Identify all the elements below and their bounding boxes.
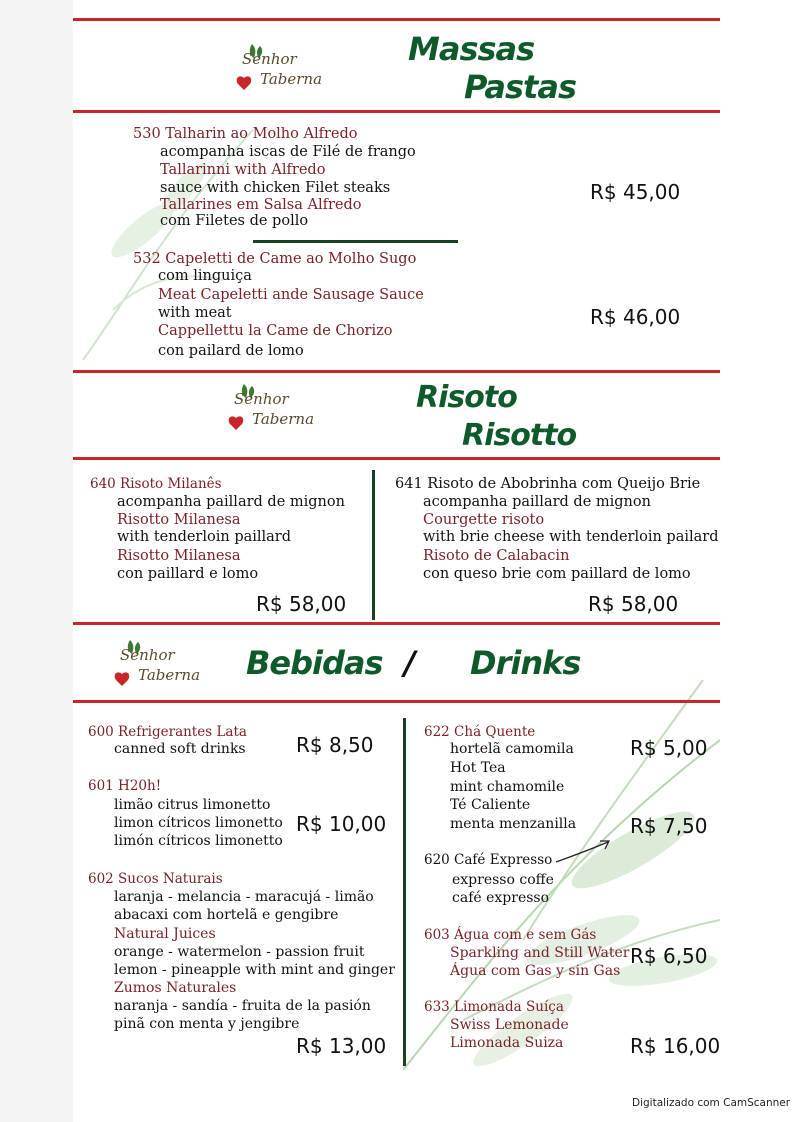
logo-line1: Senhor <box>234 390 289 408</box>
item-title: 641 Risoto de Abobrinha com Queijo Brie <box>395 476 701 492</box>
item-line: Cappellettu la Came de Chorizo <box>158 323 393 339</box>
item-line: menta menzanilla <box>450 816 577 832</box>
item-line: limón cítricos limonetto <box>114 833 283 849</box>
item-line: limon cítricos limonetto <box>114 815 283 831</box>
logo <box>108 636 203 696</box>
item-line: pinã con menta y jengibre <box>114 1016 300 1032</box>
item-title: 633 Limonada Suíça <box>424 999 564 1015</box>
item-line: acompanha paillard de mignon <box>423 494 651 510</box>
item-line: abacaxi com hortelã e gengibre <box>114 907 339 923</box>
item-line: orange - watermelon - passion fruit <box>114 944 365 960</box>
item-line: mint chamomile <box>450 779 565 795</box>
column-divider <box>372 470 375 620</box>
item-line: Natural Juices <box>114 926 216 942</box>
item-price: R$ 6,50 <box>630 944 708 968</box>
red-rule <box>73 370 720 373</box>
red-rule <box>73 110 720 113</box>
item-price: R$ 13,00 <box>296 1034 387 1058</box>
item-price: R$ 58,00 <box>588 592 679 616</box>
item-line: Sparkling and Still Water <box>450 945 630 961</box>
item-line: limão citrus limonetto <box>114 797 271 813</box>
item-price: R$ 10,00 <box>296 812 387 836</box>
item-line: acompanha iscas de Filé de frango <box>160 144 416 160</box>
item-line: Hot Tea <box>450 760 506 776</box>
item-line: con paillard e lomo <box>117 566 259 582</box>
item-title: 602 Sucos Naturais <box>88 871 223 887</box>
item-line: lemon - pineapple with mint and ginger <box>114 962 395 978</box>
red-rule <box>73 622 720 625</box>
item-line: Té Caliente <box>450 797 531 813</box>
logo-line1: Senhor <box>242 50 297 68</box>
item-line: with brie cheese with tenderloin pailard <box>423 529 719 545</box>
item-line: Swiss Lemonade <box>450 1017 569 1033</box>
section-title: Bebidas <box>246 644 383 682</box>
item-line: Meat Capeletti ande Sausage Sauce <box>158 287 424 303</box>
item-line: naranja - sandía - fruita de la pasión <box>114 998 371 1014</box>
section-subtitle: Pastas <box>464 68 576 106</box>
red-rule <box>73 457 720 460</box>
item-line: sauce with chicken Filet steaks <box>160 180 391 196</box>
left-margin-strip <box>0 0 73 1122</box>
item-price: R$ 58,00 <box>256 592 347 616</box>
item-line: con queso brie com paillard de lomo <box>423 566 691 582</box>
logo-line2: Taberna <box>138 666 201 684</box>
logo <box>230 40 325 100</box>
item-line: con pailard de lomo <box>158 343 304 359</box>
item-line: with tenderloin paillard <box>117 529 292 545</box>
item-line: Limonada Suiza <box>450 1035 564 1051</box>
logo-line2: Taberna <box>252 410 315 428</box>
item-line: acompanha paillard de mignon <box>117 494 345 510</box>
logo-line2: Taberna <box>260 70 323 88</box>
item-title: 640 Risoto Milanês <box>90 476 222 492</box>
green-divider <box>253 240 458 243</box>
title-separator: / <box>404 644 415 682</box>
item-price: R$ 7,50 <box>630 814 708 838</box>
item-title: 601 H20h! <box>88 778 162 794</box>
item-title: 530 Talharin ao Molho Alfredo <box>133 126 358 142</box>
item-price: R$ 5,00 <box>630 736 708 760</box>
item-line: with meat <box>158 305 232 321</box>
column-divider <box>403 718 406 1066</box>
item-line: com Filetes de pollo <box>160 213 309 229</box>
red-rule <box>73 18 720 21</box>
item-line: Courgette risoto <box>423 512 545 528</box>
section-title-en: Drinks <box>470 644 581 682</box>
item-title: 603 Água com e sem Gás <box>424 927 597 943</box>
item-line: hortelã camomila <box>450 741 574 757</box>
item-price: R$ 46,00 <box>590 305 681 329</box>
item-line: expresso coffe <box>452 872 554 888</box>
item-line: canned soft drinks <box>114 741 246 757</box>
item-line: café expresso <box>452 890 550 906</box>
item-title: 622 Chá Quente <box>424 724 536 740</box>
arrow-icon <box>554 838 614 866</box>
item-price: R$ 45,00 <box>590 180 681 204</box>
item-line: com linguiça <box>158 268 252 284</box>
logo <box>222 380 317 440</box>
logo-line1: Senhor <box>120 646 175 664</box>
item-line: Água com Gas y sin Gas <box>450 963 621 979</box>
item-title: 532 Capeletti de Came ao Molho Sugo <box>133 251 417 267</box>
item-line: Zumos Naturales <box>114 980 237 996</box>
item-line: Risoto de Calabacin <box>423 548 570 564</box>
section-subtitle: Risotto <box>462 418 577 453</box>
scanner-watermark: Digitalizado com CamScanner <box>632 1097 791 1109</box>
item-line: Risotto Milanesa <box>117 548 241 564</box>
item-price: R$ 16,00 <box>630 1034 721 1058</box>
item-line: laranja - melancia - maracujá - limão <box>114 889 374 905</box>
item-title: 620 Café Expresso <box>424 852 553 868</box>
section-title: Risoto <box>416 380 517 415</box>
item-price: R$ 8,50 <box>296 733 374 757</box>
section-title: Massas <box>408 30 535 68</box>
item-title: 600 Refrigerantes Lata <box>88 724 247 740</box>
item-line: Tallarines em Salsa Alfredo <box>160 197 362 213</box>
item-line: Risotto Milanesa <box>117 512 241 528</box>
item-line: Tallarinni with Alfredo <box>160 162 326 178</box>
red-rule <box>73 700 720 703</box>
